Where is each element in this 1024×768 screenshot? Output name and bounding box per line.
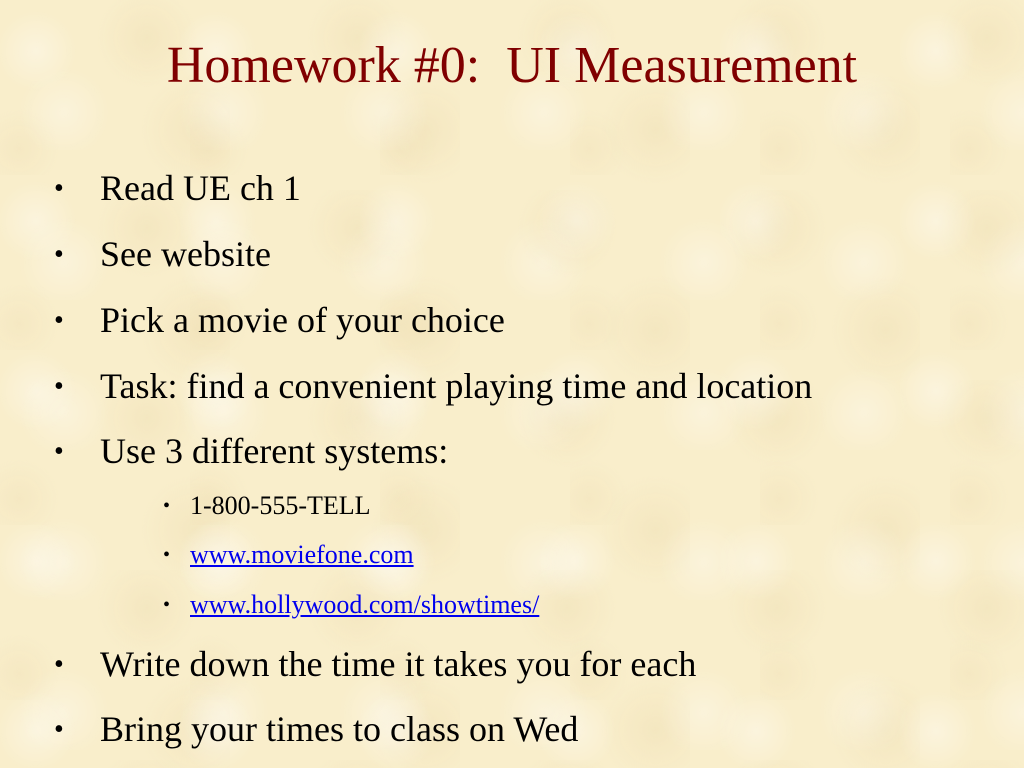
bullet-text: See website [100, 234, 271, 274]
bullet-marker: • [54, 371, 64, 402]
bullet-marker: • [54, 436, 64, 467]
bullet-marker: • [54, 305, 64, 336]
hollywood-link[interactable]: www.hollywood.com/showtimes/ [190, 590, 540, 619]
bullet-item-read-ue [54, 166, 301, 214]
bullet-text: Task: find a convenient playing time and location [100, 366, 813, 406]
bullet-item-see-website [54, 232, 271, 280]
bullet-text: Pick a movie of your choice [100, 300, 505, 340]
bullet-marker: • [54, 649, 64, 680]
bullet-item-use-systems [54, 429, 448, 477]
sub-bullet-phone [163, 490, 371, 524]
sub-bullet-marker: • [163, 594, 171, 616]
bullet-text: Write down the time it takes you for each [100, 644, 697, 684]
sub-bullet-marker: • [163, 495, 171, 517]
bullet-marker: • [54, 173, 64, 204]
sub-bullet-marker: • [163, 544, 171, 566]
sub-bullet-hollywood [163, 589, 539, 623]
bullet-item-pick-movie [54, 298, 505, 346]
moviefone-link[interactable]: www.moviefone.com [190, 540, 414, 569]
sub-bullet-moviefone [163, 539, 414, 573]
bullet-item-write-down [54, 642, 696, 690]
slide-title: Homework #0: UI Measurement [166, 37, 858, 94]
bullet-marker: • [54, 239, 64, 270]
bullet-item-bring-times [54, 707, 578, 755]
bullet-text: Bring your times to class on Wed [100, 709, 579, 749]
bullet-marker: • [54, 714, 64, 745]
bullet-text: Read UE ch 1 [100, 168, 301, 208]
phone-number: 1-800-555-TELL [190, 491, 371, 520]
bullet-text: Use 3 different systems: [100, 431, 449, 471]
bullet-item-task [54, 364, 812, 412]
